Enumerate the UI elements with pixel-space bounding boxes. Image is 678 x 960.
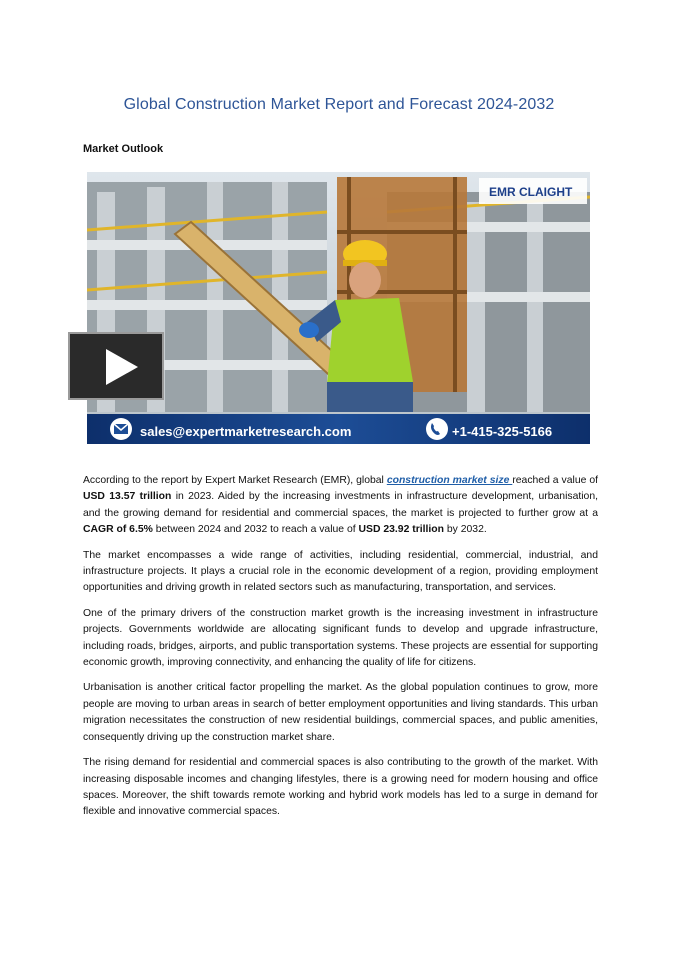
phone-icon [426,418,448,440]
envelope-icon [110,418,132,440]
p1-text: by 2032. [444,524,487,536]
paragraph-3: One of the primary drivers of the construction market growth is the increasing investment in infrastructure projects. Governments worldwide are allocating significant funds to develop and upgrade infrastructure, including roads, bridges, airports, and public transportation systems. These projects are essential for supporting economic growth, improving connectivity, and enhancing the quality of life for citizens. [83,607,598,669]
hero-image [87,172,590,444]
contact-email: sales@expertmarketresearch.com [140,424,352,439]
paragraph-4: Urbanisation is another critical factor propelling the market. As the global population continues to grow, more people are moving to urban areas in search of better employment opportunities and living standards. This urban migration necessitates the construction of new residential buildings, commercial spaces, and public amenities, consequently driving up the construction market share. [83,682,598,743]
section-heading: Market Outlook [83,143,164,155]
market-value-2023: USD 13.57 trillion [83,491,172,503]
market-value-2032: USD 23.92 trillion [358,524,444,536]
contact-phone: +1-415-325-5166 [452,424,553,439]
paragraph-1 [83,473,598,539]
video-play-button[interactable] [68,332,164,400]
cagr-value: CAGR of 6.5% [83,524,153,536]
construction-photo [87,172,590,444]
p1-text: According to the report by Expert Market Research (EMR), global [83,475,387,486]
article-body [83,473,598,830]
paragraph-5: The rising demand for residential and commercial spaces is also contributing to the growth of the market. With increasing disposable incomes and changing lifestyles, there is a growing need for modern housing and office spaces. Moreover, the shift towards remote working and hybrid work models has led to a surge in demand for flexible and innovative commercial spaces. [83,757,598,818]
play-icon [106,349,138,385]
p1-text: reached a value of [512,475,598,486]
construction-market-size-link[interactable]: construction market size [386,475,513,486]
p1-text: in 2023. Aided by the increasing investments in infrastructure development, urbanisation, and the growing demand for residential and commercial spaces, the market is projected to further grow at a [83,491,599,519]
logo-text: EMR CLAIGHT [489,185,573,199]
p1-text: between 2024 and 2032 to reach a value of [152,524,359,536]
paragraph-2: The market encompasses a wide range of activities, including residential, commercial, industrial, and infrastructure projects. It plays a crucial role in the economic development of a region, providing employment opportunities and driving growth in related sectors such as manufacturing, transportation, and services. [83,549,598,594]
document-title: Global Construction Market Report and Forecast 2024-2032 [123,96,555,113]
